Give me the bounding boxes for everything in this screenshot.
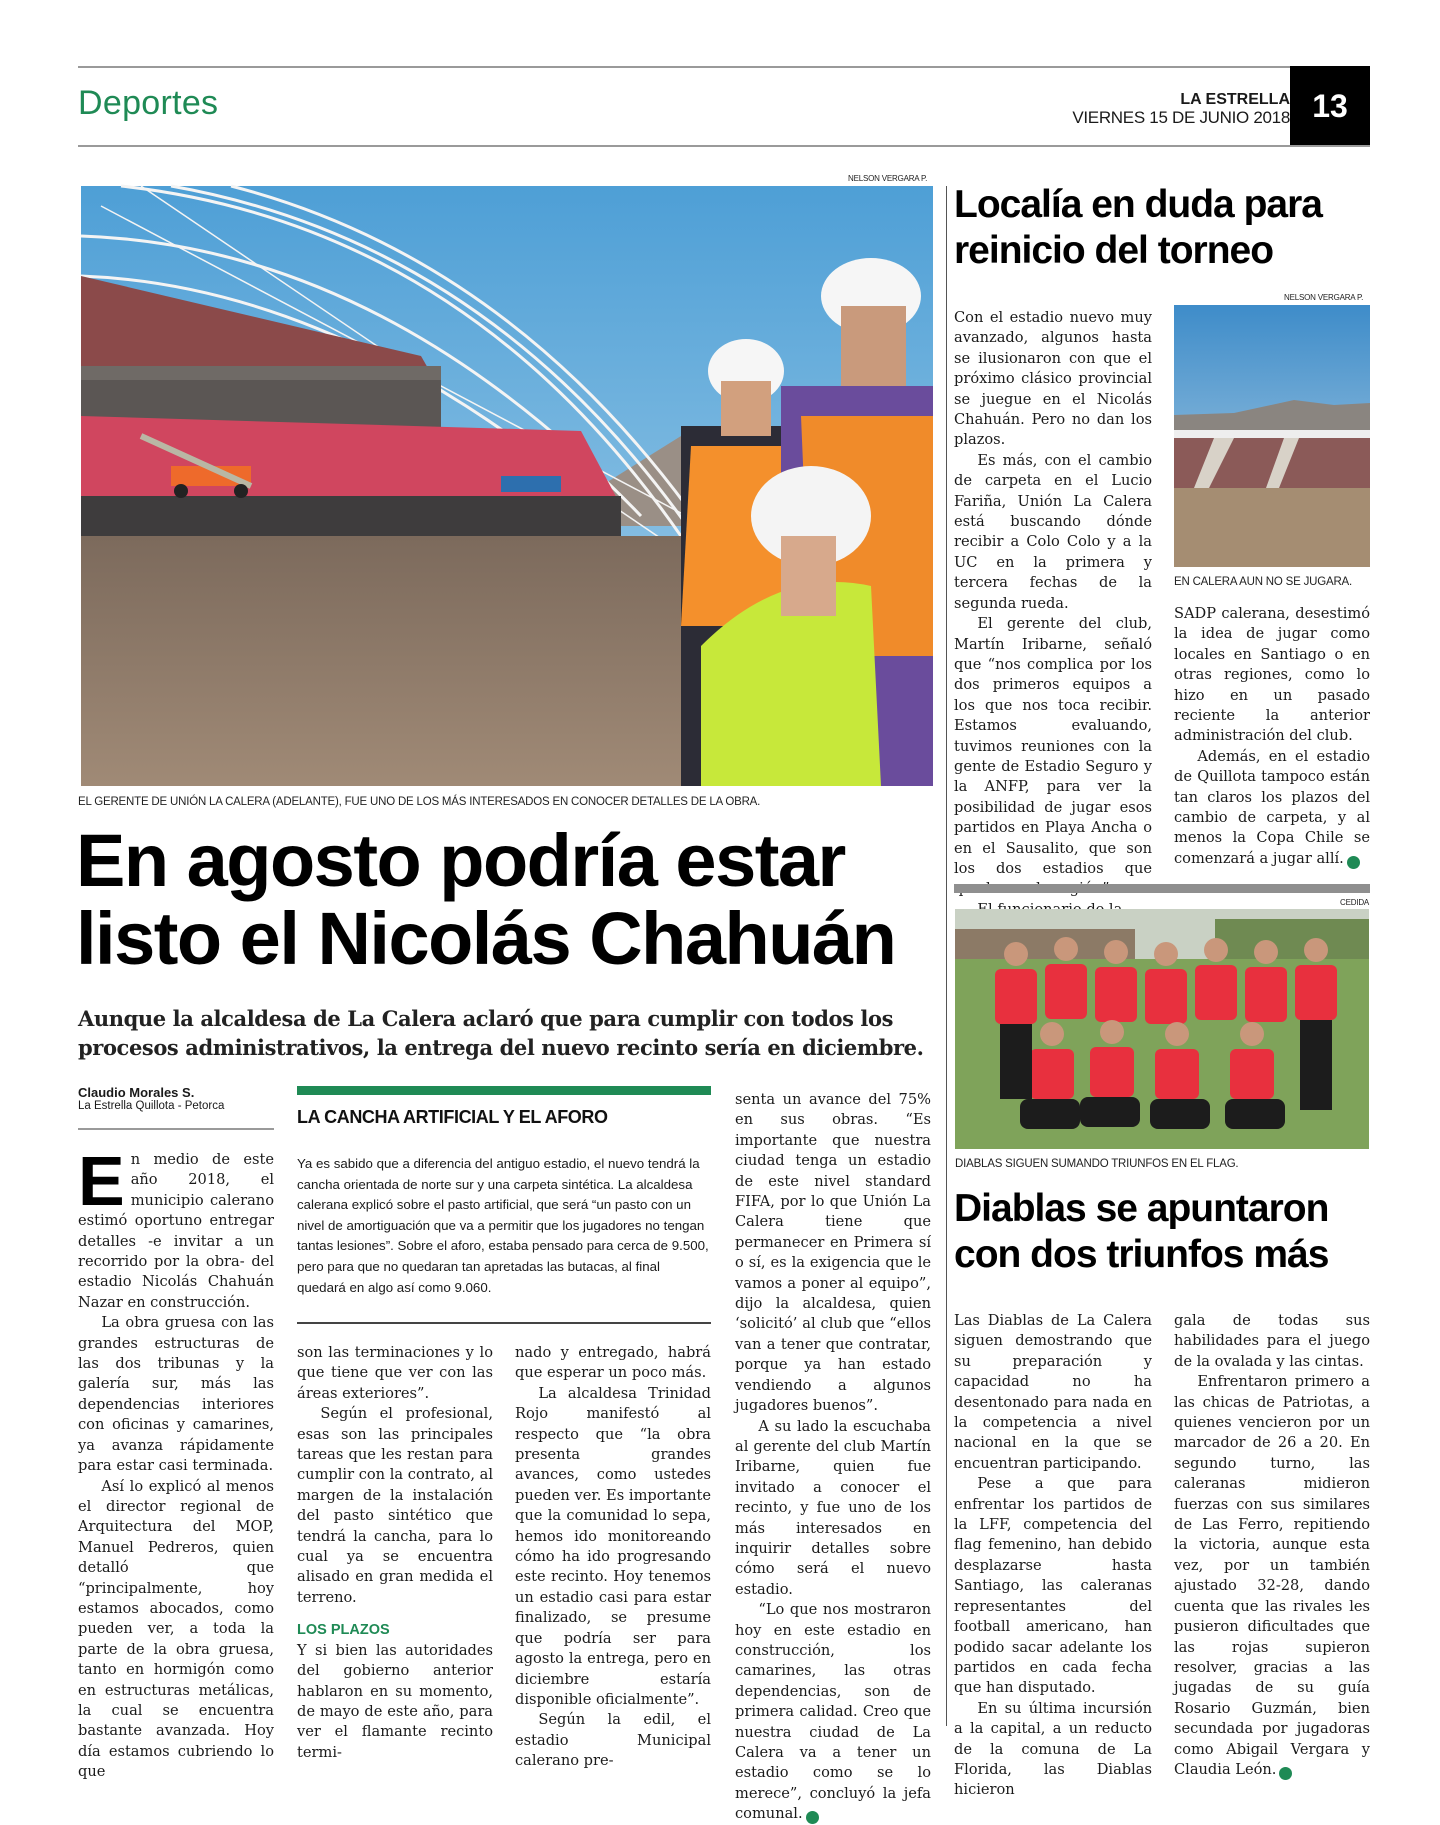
main-headline-line1: En agosto podría estar bbox=[76, 819, 845, 902]
team-photo-image bbox=[955, 909, 1369, 1149]
diablas-col1-p2: Pese a que para enfrentar los partidos de la LFF, competencia del flag femenino, han debido desplazarse hasta Santiago, las caleranas representantes del football americano, han podido sacar adelante los partidos en cada fecha que han disputado. bbox=[954, 1475, 1152, 1697]
localia-col1-p3: El gerente del club, Martín Iribarne, señaló que “nos complica por los dos primeros equipos a los que nos toca recibir. Estamos evaluando, tuvimos reuniones con la gente de Estadio Seguro y la ANFP, para ver la posibilidad de jugar esos partidos en Playa Ancha o en el Sausalito, que son los dos estadios que bbox=[954, 615, 1152, 877]
masthead bbox=[1072, 92, 1290, 127]
main-col4-p1: senta un avance del 75% en sus obras. “Es importante que nuestra ciudad tenga un estadio de este nivel standard FIFA, por lo que Unión La Calera tiene que permanecer en Primera sí o sí, es la exigencia que le vamos a poner al equipo”, dijo la alcaldesa, quien ‘solicitó’ al club que “ellos van a tener que contratar, porque ya han estado vendiendo a algunos jugadores buenos”. bbox=[735, 1091, 931, 1415]
main-col3-p2: La alcaldesa Trinidad Rojo manifestó al respecto que “la obra presenta grandes avances, como ustedes pueden ver. Es importante que la comunidad lo sepa, hemos ido monitoreando cómo ha ido progresando este recinto. Hoy tenemos un estadio casi para estar finalizado, se presume que podría ser para agosto la entrega, pero en diciembre estaría disponible oficialmente”. bbox=[515, 1384, 711, 1708]
main-col-3 bbox=[515, 1343, 711, 1772]
diablas-col-2 bbox=[1174, 1311, 1370, 1780]
main-deck-line2: procesos administrativos, la entrega del nuevo recinto sería en diciembre. bbox=[78, 1035, 924, 1060]
sidebar-box-top-bar bbox=[297, 1086, 711, 1095]
diablas-photo-caption: DIABLAS SIGUEN SUMANDO TRIUNFOS EN EL FLAG. bbox=[955, 1158, 1239, 1170]
main-col1-p1: En medio de este año 2018, el municipio calerano estimó oportuno entregar detalles -e invitar a un recorrido por la obra- del estadio Nicolás Chahuán Nazar en construcción. bbox=[78, 1142, 274, 1311]
byline-rule bbox=[78, 1128, 274, 1130]
diablas-photo bbox=[955, 909, 1369, 1149]
sidebar-box-text: Ya es sabido que a diferencia del antiguo estadio, el nuevo tendrá la cancha orientada de norte sur y una carpeta sintética. La alcaldesa calerana explicó sobre el pasto artificial, que será “un pasto con un nivel de amortiguación que va a permitir que los jugadores no tengan tantas lesiones”. Sobre el aforo, estaba pensado para cerca de 9.500, pero para que no quedaran tan apretadas las butacas, al final quedará en algo así como 9.060. bbox=[297, 1156, 709, 1295]
main-headline bbox=[76, 819, 896, 980]
publication-name: LA ESTRELLA bbox=[1180, 91, 1290, 108]
end-of-story-icon: ✪ bbox=[1347, 856, 1360, 869]
main-col3-p1: nado y entregado, habrá que esperar un poco más. bbox=[515, 1344, 711, 1382]
byline-author: Claudio Morales S. bbox=[78, 1085, 195, 1100]
column-divider bbox=[946, 186, 947, 1726]
main-col4-p3: “Lo que nos mostraron hoy en este estadio en construcción, los camarines, las otras dependencias, son de primera calidad. Creo que nuestra ciudad de La Calera va a tener un estadio como se lo merece”, concluyó la jefa comunal. ✪ bbox=[735, 1601, 931, 1823]
diablas-col1-p1: Las Diablas de La Calera siguen demostrando que su preparación y capacidad no ha desentonado para nada en la competencia a nivel nacional en la que se encuentran participando. bbox=[954, 1312, 1152, 1472]
localia-headline bbox=[954, 182, 1322, 274]
localia-col2-p2: Además, en el estadio de Quillota tampoco están tan claros los plazos del cambio de carpeta, y al menos la Copa Chile se comenzará a jugar allí. ✪ bbox=[1174, 747, 1378, 867]
main-col1-p2: La obra gruesa con las grandes estructuras de las dos tribunas y la galería sur, más las dependencias interiores con oficinas y camarines, ya avanza rápidamente para estar casi terminada. bbox=[78, 1314, 274, 1475]
main-col-4 bbox=[735, 1090, 931, 1825]
subhead-los-plazos: LOS PLAZOS bbox=[297, 1622, 390, 1639]
main-col2-p1: son las terminaciones y lo que tiene que ver con las áreas exteriores”. bbox=[297, 1344, 493, 1402]
main-col4-p2: A su lado la escuchaba al gerente del club Martín Iribarne, quien fue invitado a conocer el recinto, y fue uno de los más interesados en inquirir detalles sobre cómo será el nuevo estadio. bbox=[735, 1417, 931, 1598]
end-of-story-icon: ✪ bbox=[806, 1811, 819, 1824]
diablas-photo-credit: CEDIDA bbox=[1340, 898, 1370, 907]
main-headline-line2: listo el Nicolás Chahuán bbox=[76, 897, 896, 980]
main-photo-stadium-visit bbox=[81, 186, 933, 786]
main-deck bbox=[78, 1004, 924, 1062]
main-deck-line1: Aunque la alcaldesa de La Calera aclaró que para cumplir con todos los bbox=[78, 1006, 894, 1031]
diablas-headline-line2: con dos triunfos más bbox=[954, 1233, 1329, 1276]
main-col-1 bbox=[78, 1142, 274, 1783]
sidebar-box-bottom-rule bbox=[297, 1322, 711, 1324]
section-title: Deportes bbox=[78, 84, 219, 122]
story-separator-bar bbox=[954, 884, 1370, 893]
page-number: 13 bbox=[1290, 66, 1370, 146]
byline-outlet: La Estrella Quillota - Petorca bbox=[78, 1100, 225, 1112]
drop-cap: E bbox=[78, 1142, 125, 1220]
diablas-col1-p3: En su última incursión a la capital, a un reducto de la comuna de La Florida, las Diablas hicieron bbox=[954, 1699, 1152, 1799]
diablas-headline-line1: Diablas se apuntaron bbox=[954, 1187, 1329, 1230]
localia-photo-credit: NELSON VERGARA P. bbox=[1284, 293, 1364, 302]
diablas-col2-p2: Enfrentaron primero a las chicas de Patriotas, a quienes vencieron por un marcador de 26 a 20. En segundo turno, las caleranas midieron fuerzas con sus similares de Las Ferro, repitiendo la victoria, aunque esta vez, por un también ajustado 32-28, dando cuenta que las rivales les pusieron dificultades que las rojas supieron resolver, gracias a las jugadas de su guía Rosario Guzmán, bien secundada por jugadoras como Abigail Vergara y Claudia León. ✪ bbox=[1174, 1373, 1370, 1778]
stadium-construction-image bbox=[81, 186, 933, 786]
main-col2-p2: Según el profesional, esas son las principales tareas que les restan para cumplir con la contrato, al margen de la instalación del pasto sintético que tendrá la cancha, para lo cual ya se encuentra alisado en gran medida el terreno. bbox=[297, 1405, 493, 1606]
sidebar-box-title: LA CANCHA ARTIFICIAL Y EL AFORO bbox=[297, 1107, 608, 1127]
localia-photo-caption: EN CALERA AUN NO SE JUGARA. bbox=[1174, 576, 1353, 588]
header-bottom-rule bbox=[78, 145, 1370, 147]
main-photo-caption: EL GERENTE DE UNIÓN LA CALERA (ADELANTE), FUE UNO DE LOS MÁS INTERESADOS EN CONOCER DETALLES DE LA OBRA. bbox=[78, 796, 761, 808]
end-of-story-icon: ✪ bbox=[1279, 1767, 1292, 1780]
main-col1-p3: Así lo explicó al menos el director regional de Arquitectura del MOP, Manuel Pedreros, quien detalló que “principalmente, hoy estamos abocados, como pueden ver, a toda la parte de la obra gruesa, tanto en hormigón como en estructuras metálicas, la cual se encuentra bastante avanzada. Hoy día estamos cubriendo lo que bbox=[78, 1477, 274, 1781]
main-col3-p3: Según la edil, el estadio Municipal calerano pre- bbox=[515, 1711, 711, 1770]
main-col-2 bbox=[297, 1343, 493, 1763]
localia-col-2 bbox=[1174, 604, 1378, 869]
header-top-rule bbox=[78, 66, 1370, 68]
main-photo-credit: NELSON VERGARA P. bbox=[848, 174, 928, 183]
localia-col1-p1: Con el estadio nuevo muy avanzado, algunos hasta se ilusionaron con que el próximo clásico provincial se juegue en el Nicolás Chahuán. Pero no dan los plazos. bbox=[954, 309, 1152, 449]
localia-photo bbox=[1174, 305, 1370, 567]
localia-col-1 bbox=[954, 308, 1152, 920]
byline bbox=[78, 1085, 273, 1112]
issue-date: VIERNES 15 DE JUNIO 2018 bbox=[1072, 107, 1290, 127]
main-col2-p3: Y si bien las autoridades del gobierno anterior hablaron en su momento, de mayo de este año, para ver el flamante recinto termi- bbox=[297, 1641, 493, 1761]
diablas-headline bbox=[954, 1186, 1328, 1278]
empty-stadium-image bbox=[1174, 305, 1370, 567]
localia-headline-line1: Localía en duda para bbox=[954, 183, 1322, 226]
localia-headline-line2: reinicio del torneo bbox=[954, 229, 1274, 272]
localia-col1-p2: Es más, con el cambio de carpeta en el Lucio Fariña, Unión La Calera está buscando dónde recibir a Colo Colo y a la UC en la primera y tercera fechas de la segunda rueda. bbox=[954, 451, 1152, 612]
diablas-col-1 bbox=[954, 1311, 1152, 1801]
localia-col2-p1: SADP calerana, desestimó la idea de jugar como locales en Santiago o en otras regiones, como lo hizo en un pasado reciente la anterior administración del club. bbox=[1174, 605, 1370, 745]
diablas-col2-p1: gala de todas sus habilidades para el juego de la ovalada y las cintas. bbox=[1174, 1312, 1370, 1370]
